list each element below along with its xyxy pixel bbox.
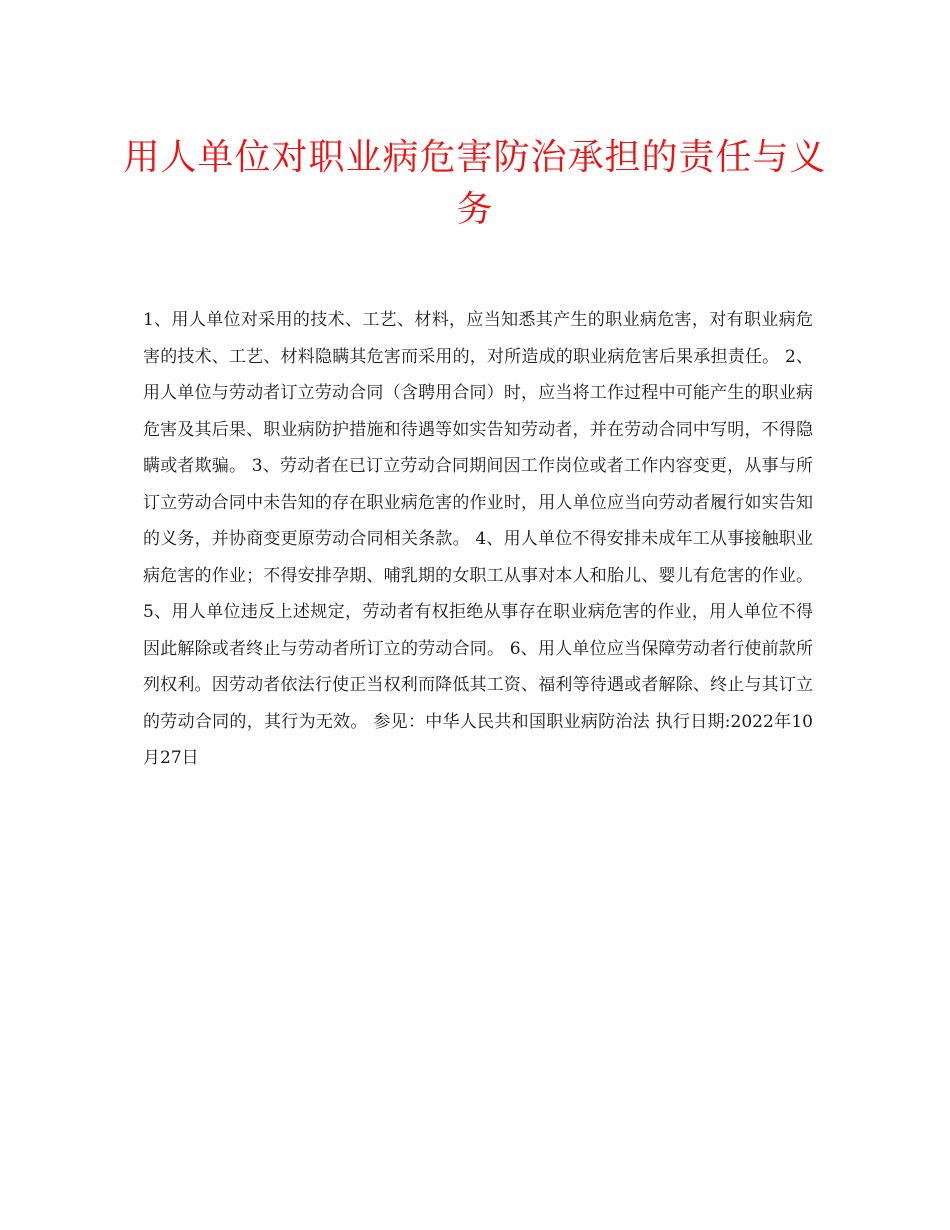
document-body: 1、用人单位对采用的技术、工艺、材料，应当知悉其产生的职业病危害，对有职业病危害的技术、工艺、材料隐瞒其危害而采用的，对所造成的职业病危害后果承担责任。 2、用人单位与劳动者订立劳动合同（含聘用合同）时，应当将工作过程中可能产生的职业病危害及其后果、职业病防护措施和待遇等如实告知劳动者，并在劳动合同中写明，不得隐瞒或者欺骗。 3、劳动者在已订立劳动合同期间因工作岗位或者工作内容变更，从事与所订立劳动合同中未告知的存在职业病危害的作业时，用人单位应当向劳动者履行如实告知的义务，并协商变更原劳动合同相关条款。 4、用人单位不得安排未成年工从事接触职业病危害的作业；不得安排孕期、哺乳期的女职工从事对本人和胎儿、婴儿有危害的作业。 5、用人单位违反上述规定，劳动者有权拒绝从事存在职业病危害的作业，用人单位不得因此解除或者终止与劳动者所订立的劳动合同。 6、用人单位应当保障劳动者行使前款所列权利。因劳动者依法行使正当权利而降低其工资、福利等待遇或者解除、终止与其订立的劳动合同的，其行为无效。 参见：中华人民共和国职业病防治法 执行日期:2022年10月27日 [143, 310, 813, 768]
page-title: 用人单位对职业病危害防治承担的责任与义务 [123, 137, 827, 230]
